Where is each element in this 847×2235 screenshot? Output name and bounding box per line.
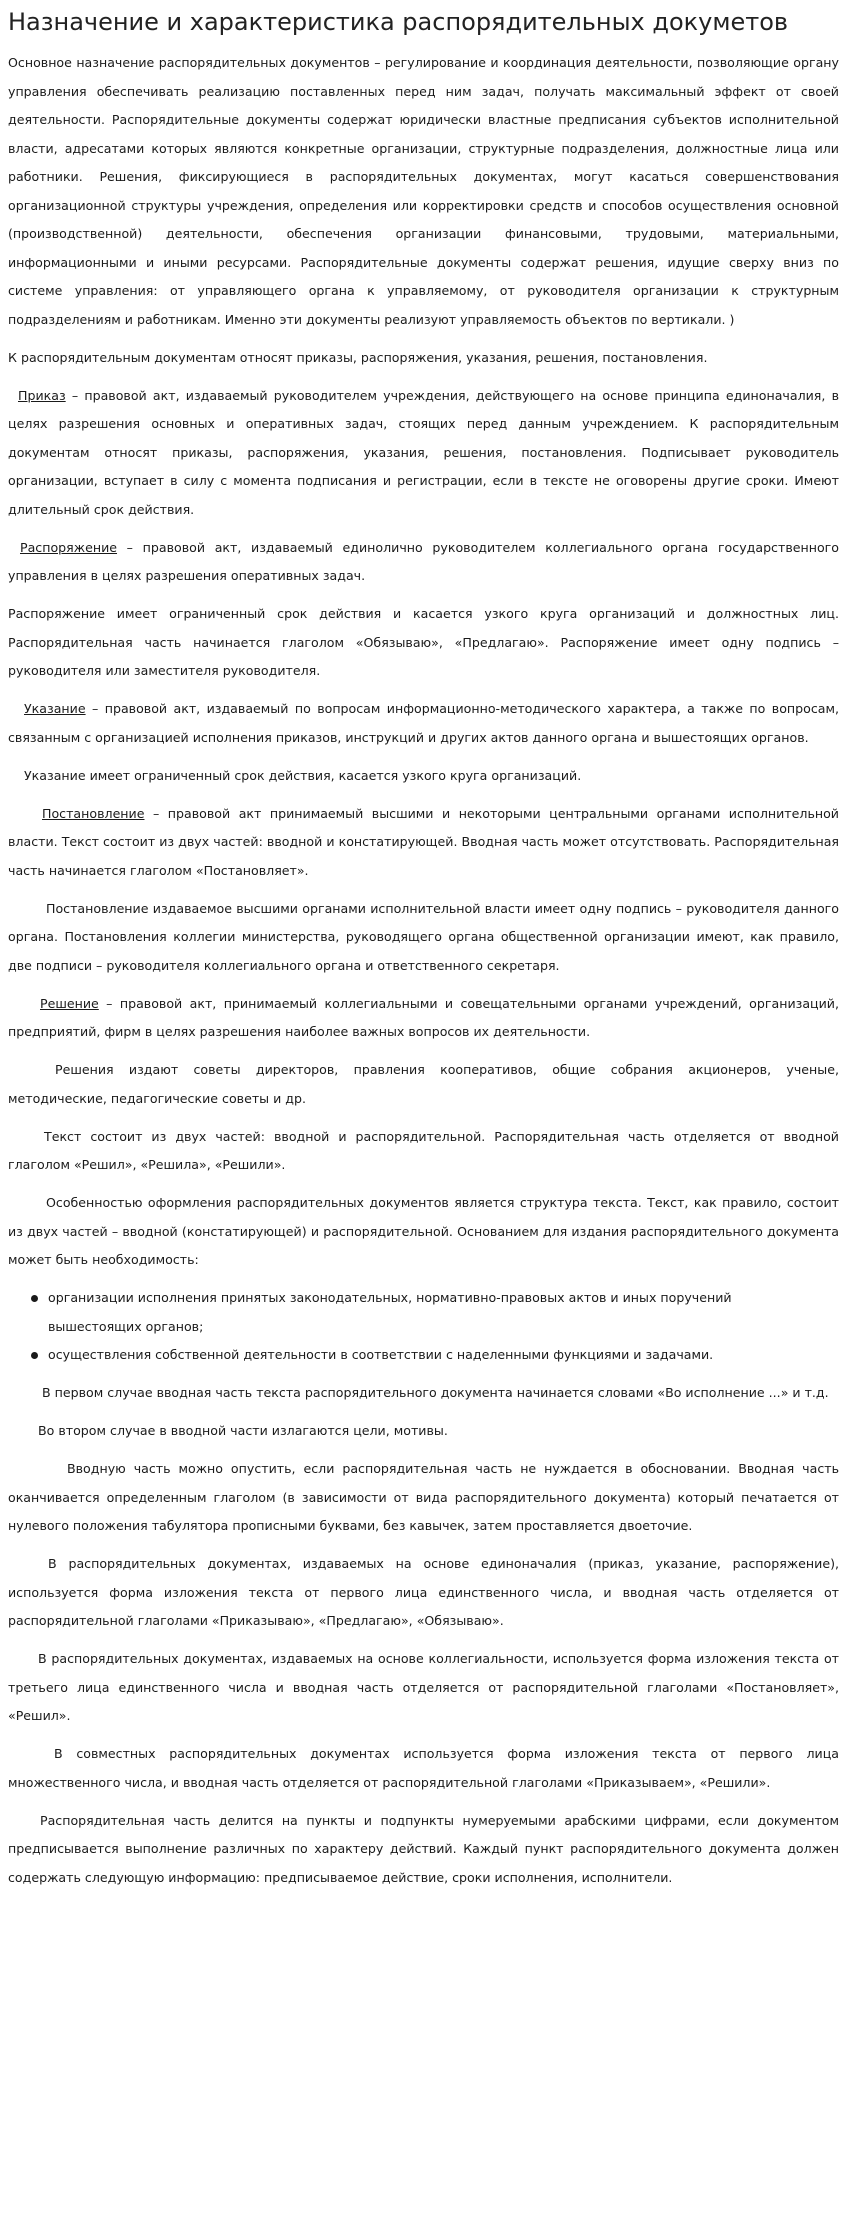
term-resolution: Постановление — [42, 805, 145, 821]
paragraph-resolution-signatures: Постановление издаваемое высшими органами исполнительной власти имеет одну подпись – руководителя данного органа. Постановления коллегии министерства, руководящего органа общественной организации имеют, как правило, две подписи – руководителя коллегиального органа и ответственного секретаря. — [8, 900, 839, 973]
paragraph-joint-documents: В совместных распорядительных документах используется форма изложения текста от первого лица множественного числа, и вводная часть отделяется от распорядительной глаголами «Приказываем», «Решили». — [8, 1746, 839, 1790]
paragraph-sole-authority: В распорядительных документах, издаваемых на основе единоначалия (приказ, указание, распоряжение), используется форма изложения текста от первого лица единственного числа, и вводная часть отделяется от распорядительной глаголами «Приказываю», «Предлагаю», «Обязываю». — [8, 1556, 839, 1628]
term-instruction: Указание — [24, 701, 86, 716]
definition-text: – правовой акт принимаемый высшими и некоторыми центральными органами исполнительной власти. Текст состоит из двух частей: вводной и констатирующей. Вводная часть может отсутствовать. Распорядительная часть начинается глаголом «Постановляет». — [8, 805, 839, 878]
paragraph-document-types: К распорядительным документам относят приказы, распоряжения, указания, решения, постановления. — [8, 349, 708, 365]
paragraph-directive-definition — [8, 534, 839, 591]
paragraph-purpose: Основное назначение распорядительных документов – регулирование и координация деятельности, позволяющие органу управления обеспечивать реализацию поставленных перед ним задач, получать максимальный эффект от своей деятельности. Распорядительные документы содержат юридически властные предписания субъектов исполнительной власти, адресатами которых являются конкретные организации, структурные подразделения, должностные лица или работники. Решения, фиксирующиеся в распорядительных документах, могут касаться совершенствования организационной структуры учреждения, определения или корректировки средств и способов осуществления основной (производственной) деятельности, обеспечения организации финансовыми, трудовыми, материальными, информационными и иными ресурсами. Распорядительные документы содержат решения, идущие сверху вниз по системе управления: от управляющего органа к управляемому, от руководителя организации к структурным подразделениям и работникам. Именно эти документы реализуют управляемость объектов по вертикали. ) — [8, 55, 839, 327]
list-item — [48, 1341, 839, 1370]
paragraph-intro-omission: Вводную часть можно опустить, если распорядительная часть не нуждается в обосновании. Вводная часть оканчивается определенным глаголом (в зависимости от вида распорядительного документа) который печатается от нулевого положения табулятора прописными буквами, без кавычек, затем проставляется двоеточие. — [8, 1461, 839, 1533]
paragraph-second-case: Во втором случае в вводной части излагаются цели, мотивы. — [38, 1423, 448, 1438]
definition-text: – правовой акт, издаваемый единолично руководителем коллегиального органа государственного управления в целях разрешения оперативных задач. — [8, 539, 839, 583]
list-item-text: осуществления собственной деятельности в соответствии с наделенными функциями и задачами. — [48, 1347, 714, 1362]
paragraph-order-definition — [8, 382, 839, 525]
paragraph-text-structure: Особенностью оформления распорядительных документов является структура текста. Текст, как правило, состоит из двух частей – вводной (констатирующей) и распорядительной. Основанием для издания распорядительного документа может быть необходимость: — [8, 1195, 839, 1267]
page-title: Назначение и характеристика распорядительных докуметов — [8, 8, 789, 36]
term-decision: Решение — [40, 995, 99, 1011]
paragraph-first-case: В первом случае вводная часть текста распорядительного документа начинается словами «Во исполнение ...» и т.д. — [42, 1385, 829, 1400]
paragraph-instruction-definition — [8, 695, 839, 752]
definition-text: – правовой акт, издаваемый по вопросам информационно-методического характера, а также по вопросам, связанным с организацией исполнения приказов, инструкций и других актов данного органа и вышестоящих органов. — [8, 701, 839, 745]
list-item-text: организации исполнения принятых законодательных, нормативно-правовых актов и иных поручений вышестоящих органов; — [48, 1290, 732, 1334]
term-directive: Распоряжение — [20, 539, 118, 555]
definition-text: – правовой акт, издаваемый руководителем учреждения, действующего на основе принципа единоначалия, в целях разрешения основных и оперативных задач, стоящих перед данным учреждением. К распорядительным документам относят приказы, распоряжения, указания, решения, постановления. Подписывает руководитель организации, вступает в силу с момента подписания и регистрации, если в тексте не оговорены другие сроки. Имеют длительный срок действия. — [8, 387, 839, 517]
bullet-icon — [31, 1352, 38, 1359]
bullet-icon — [31, 1295, 38, 1302]
paragraph-instruction-details: Указание имеет ограниченный срок действия, касается узкого круга организаций. — [24, 767, 582, 783]
definition-text: – правовой акт, принимаемый коллегиальными и совещательными органами учреждений, организаций, предприятий, фирм в целях разрешения наиболее важных вопросов их деятельности. — [8, 995, 839, 1039]
paragraph-directive-details: Распоряжение имеет ограниченный срок действия и касается узкого круга организаций и должностных лиц. Распорядительная часть начинается глаголом «Обязываю», «Предлагаю». Распоряжение имеет одну подпись – руководителя или заместителя руководителя. — [8, 606, 839, 678]
term-order: Приказ — [18, 387, 66, 403]
paragraph-collegial: В распорядительных документах, издаваемых на основе коллегиальности, используется форма изложения текста от третьего лица единственного числа и вводная часть отделяется от распорядительной глаголами «Постановляет», «Решил». — [8, 1651, 839, 1723]
paragraph-decision-text-structure: Текст состоит из двух частей: вводной и распорядительной. Распорядительная часть отделяется от вводной глаголом «Решил», «Решила», «Решили». — [8, 1128, 839, 1172]
paragraph-resolution-definition — [8, 800, 839, 886]
list-item — [48, 1284, 839, 1341]
paragraph-decision-definition — [8, 990, 839, 1047]
bullet-list — [8, 1284, 839, 1370]
paragraph-clauses: Распорядительная часть делится на пункты и подпункты нумеруемыми арабскими цифрами, если документом предписывается выполнение различных по характеру действий. Каждый пункт распорядительного документа должен содержать следующую информацию: предписываемое действие, сроки исполнения, исполнители. — [8, 1812, 839, 1885]
paragraph-decision-issuers: Решения издают советы директоров, правления кооперативов, общие собрания акционеров, ученые, методические, педагогические советы и др. — [8, 1062, 839, 1106]
